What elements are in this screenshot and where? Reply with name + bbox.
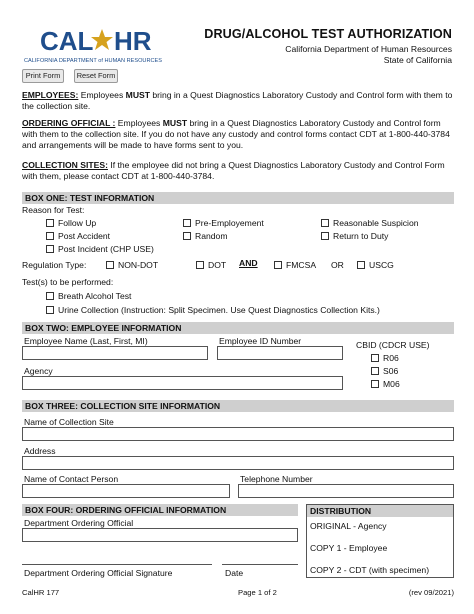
checkbox[interactable] — [371, 380, 379, 388]
collection-site-name-field[interactable] — [22, 427, 454, 441]
checkbox[interactable] — [46, 219, 54, 227]
box-one-heading: BOX ONE: TEST INFORMATION — [22, 192, 454, 204]
checkbox[interactable] — [357, 261, 365, 269]
regulation-label: Regulation Type: — [22, 260, 87, 270]
svg-text:CAL: CAL — [40, 26, 94, 56]
checkbox[interactable] — [371, 367, 379, 375]
telephone-label: Telephone Number — [240, 474, 313, 484]
tests-label: Test(s) to be performed: — [22, 277, 114, 287]
svg-text:HR: HR — [114, 26, 152, 56]
reason-post-accident[interactable]: Post Accident — [46, 231, 110, 241]
collection-sites-instructions: COLLECTION SITES: If the employee did not bring a Quest Diagnostics Laboratory Custody and Control Form with them, please contact CDT at 1-800-440-3784. — [22, 160, 445, 181]
reason-post-incident[interactable]: Post Incident (CHP USE) — [46, 244, 154, 254]
regulation-fmcsa[interactable]: FMCSA — [274, 260, 316, 270]
calhr-logo — [22, 10, 182, 66]
cbid-m06[interactable]: M06 — [371, 379, 400, 389]
department-official-label: Department Ordering Official — [24, 518, 134, 528]
reason-reasonable-suspicion[interactable]: Reasonable Suspicion — [321, 218, 419, 228]
distribution-original: ORIGINAL - Agency — [310, 521, 387, 531]
checkbox[interactable] — [274, 261, 282, 269]
regulation-dot[interactable]: DOT — [196, 260, 226, 270]
collection-site-name-label: Name of Collection Site — [24, 417, 114, 427]
department-official-field[interactable] — [22, 528, 298, 542]
date-line[interactable] — [222, 564, 298, 565]
address-label: Address — [24, 446, 56, 456]
checkbox[interactable] — [46, 232, 54, 240]
form-title: DRUG/ALCOHOL TEST AUTHORIZATION — [204, 27, 452, 41]
or-label: OR — [331, 260, 344, 270]
checkbox[interactable] — [183, 219, 191, 227]
checkbox[interactable] — [46, 306, 54, 314]
telephone-field[interactable] — [238, 484, 454, 498]
checkbox[interactable] — [196, 261, 204, 269]
test-breath-alcohol[interactable]: Breath Alcohol Test — [46, 291, 131, 301]
box-four-heading: BOX FOUR: ORDERING OFFICIAL INFORMATION — [22, 504, 298, 516]
reset-form-button[interactable]: Reset Form — [74, 69, 118, 83]
test-urine-collection[interactable]: Urine Collection (Instruction: Split Specimen. Use Quest Diagnostics Collection Kits.) — [46, 305, 380, 315]
date-label: Date — [225, 568, 244, 578]
box-three-heading: BOX THREE: COLLECTION SITE INFORMATION — [22, 400, 454, 412]
reason-label: Reason for Test: — [22, 205, 85, 215]
cbid-s06[interactable]: S06 — [371, 366, 398, 376]
distribution-copy2: COPY 2 - CDT (with specimen) — [310, 565, 430, 575]
contact-person-label: Name of Contact Person — [24, 474, 119, 484]
employee-id-field[interactable] — [217, 346, 343, 360]
and-label: AND — [239, 258, 258, 268]
employees-instructions: EMPLOYEES: Employees MUST bring in a Quest Diagnostics Laboratory Custody and Control form with them to the collection site. — [22, 90, 453, 111]
checkbox[interactable] — [321, 232, 329, 240]
contact-person-field[interactable] — [22, 484, 230, 498]
employee-name-field[interactable] — [22, 346, 208, 360]
agency-label: Agency — [24, 366, 53, 376]
form-id: CalHR 177 — [22, 588, 60, 597]
cbid-label: CBID (CDCR USE) — [356, 340, 430, 350]
checkbox[interactable] — [46, 245, 54, 253]
regulation-non-dot[interactable]: NON-DOT — [106, 260, 158, 270]
signature-line[interactable] — [22, 564, 212, 565]
reason-pre-employment[interactable]: Pre-Employement — [183, 218, 264, 228]
signature-label: Department Ordering Official Signature — [24, 568, 173, 578]
employee-id-label: Employee ID Number — [219, 336, 302, 346]
reason-return-to-duty[interactable]: Return to Duty — [321, 231, 388, 241]
address-field[interactable] — [22, 456, 454, 470]
ordering-official-instructions: ORDERING OFFICIAL : Employees MUST bring in a Quest Diagnostics Laboratory Custody and Control form with them to the collection site. If you do not have any custody and control forms contact CDT at 1-800-440-3784 and arrangements will be made to have forms sent to you. — [22, 118, 450, 150]
agency-field[interactable] — [22, 376, 343, 390]
distribution-copy1: COPY 1 - Employee — [310, 543, 388, 553]
regulation-uscg[interactable]: USCG — [357, 260, 394, 270]
reason-random[interactable]: Random — [183, 231, 227, 241]
checkbox[interactable] — [371, 354, 379, 362]
employee-name-label: Employee Name (Last, First, MI) — [24, 336, 148, 346]
svg-text:CALIFORNIA DEPARTMENT of HUMAN: CALIFORNIA DEPARTMENT of HUMAN RESOURCES — [24, 58, 163, 64]
cbid-r06[interactable]: R06 — [371, 353, 399, 363]
state-name: State of California — [383, 55, 452, 65]
box-two-heading: BOX TWO: EMPLOYEE INFORMATION — [22, 322, 454, 334]
distribution-box — [306, 504, 454, 578]
checkbox[interactable] — [321, 219, 329, 227]
checkbox[interactable] — [106, 261, 114, 269]
revision-date: (rev 09/2021) — [408, 588, 454, 597]
distribution-heading: DISTRIBUTION — [307, 505, 453, 517]
checkbox[interactable] — [183, 232, 191, 240]
department-name: California Department of Human Resources — [285, 44, 452, 54]
page-number: Page 1 of 2 — [238, 588, 277, 597]
header-block — [204, 27, 452, 66]
print-form-button[interactable]: Print Form — [22, 69, 64, 83]
reason-follow-up[interactable]: Follow Up — [46, 218, 96, 228]
checkbox[interactable] — [46, 292, 54, 300]
